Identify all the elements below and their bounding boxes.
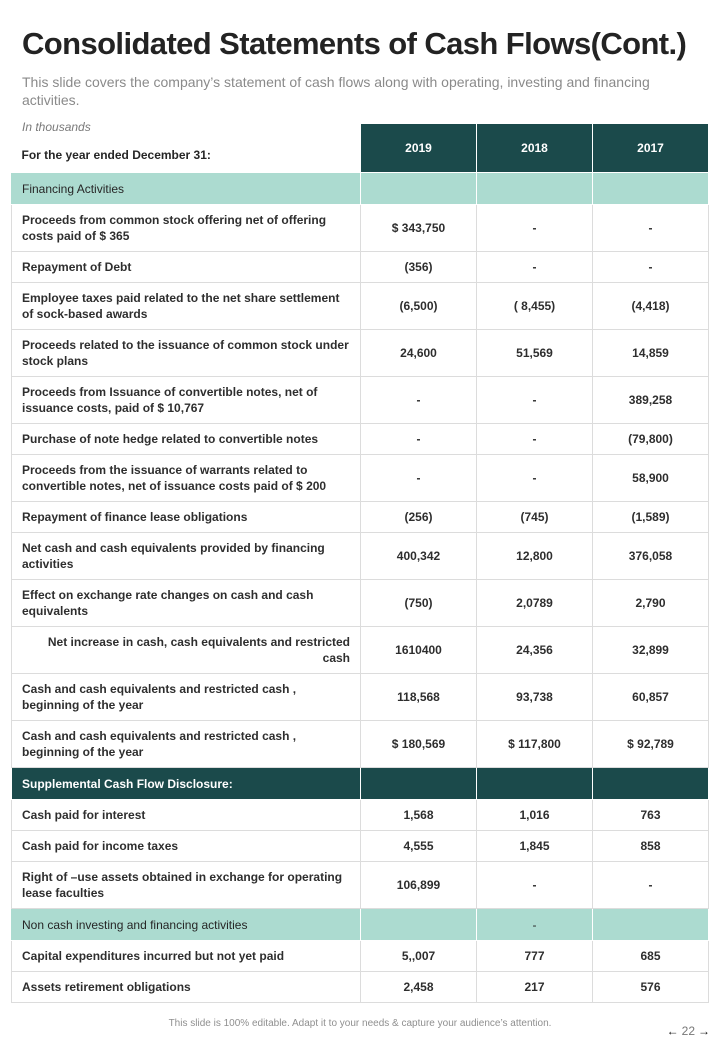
cell-2019: $ 180,569 bbox=[361, 721, 477, 768]
cell-2017: 376,058 bbox=[593, 533, 709, 580]
cell-2017: (79,800) bbox=[593, 424, 709, 455]
section-header-row bbox=[12, 173, 709, 205]
table-row bbox=[12, 330, 709, 377]
cell-2018: 1,016 bbox=[477, 800, 593, 831]
table-row bbox=[12, 831, 709, 862]
table-row bbox=[12, 721, 709, 768]
row-label: Effect on exchange rate changes on cash and cash equivalents bbox=[12, 580, 361, 627]
row-label: Cash and cash equivalents and restricted cash , beginning of the year bbox=[12, 674, 361, 721]
cell-2017 bbox=[593, 768, 709, 800]
cell-2018: ( 8,455) bbox=[477, 283, 593, 330]
table-row bbox=[12, 455, 709, 502]
cell-2018 bbox=[477, 768, 593, 800]
row-label: Purchase of note hedge related to convertible notes bbox=[12, 424, 361, 455]
cell-2017: 763 bbox=[593, 800, 709, 831]
cell-2017: 14,859 bbox=[593, 330, 709, 377]
table-row bbox=[12, 533, 709, 580]
cash-flow-table bbox=[11, 124, 709, 1003]
cell-2017: 2,790 bbox=[593, 580, 709, 627]
table-row bbox=[12, 424, 709, 455]
page-navigation bbox=[667, 1024, 710, 1038]
row-label: Net cash and cash equivalents provided by financing activities bbox=[12, 533, 361, 580]
cell-2019 bbox=[361, 173, 477, 205]
row-label: Supplemental Cash Flow Disclosure: bbox=[12, 768, 361, 800]
row-label: Employee taxes paid related to the net share settlement of sock-based awards bbox=[12, 283, 361, 330]
cell-2018: - bbox=[477, 205, 593, 252]
cell-2018: 93,738 bbox=[477, 674, 593, 721]
page-number: 22 bbox=[681, 1024, 695, 1038]
table-row bbox=[12, 862, 709, 909]
cell-2018 bbox=[477, 173, 593, 205]
table-row bbox=[12, 800, 709, 831]
cell-2019: (356) bbox=[361, 252, 477, 283]
row-label: Proceeds from common stock offering net of offering costs paid of $ 365 bbox=[12, 205, 361, 252]
cell-2019: 118,568 bbox=[361, 674, 477, 721]
cell-2019: 4,555 bbox=[361, 831, 477, 862]
cell-2017: (1,589) bbox=[593, 502, 709, 533]
next-arrow-icon[interactable]: → bbox=[698, 1024, 710, 1038]
cell-2017: 685 bbox=[593, 941, 709, 972]
row-label: Proceeds related to the issuance of common stock under stock plans bbox=[12, 330, 361, 377]
cell-2018: 217 bbox=[477, 972, 593, 1003]
row-label: Right of –use assets obtained in exchange for operating lease faculties bbox=[12, 862, 361, 909]
row-label: Cash paid for income taxes bbox=[12, 831, 361, 862]
cell-2017: - bbox=[593, 862, 709, 909]
section-header-row bbox=[12, 909, 709, 941]
cell-2019: 400,342 bbox=[361, 533, 477, 580]
cell-2018: - bbox=[477, 424, 593, 455]
cell-2018: $ 117,800 bbox=[477, 721, 593, 768]
row-label: Non cash investing and financing activities bbox=[12, 909, 361, 941]
cell-2018: - bbox=[477, 252, 593, 283]
slide-title: Consolidated Statements of Cash Flows(Cont.) bbox=[22, 26, 687, 61]
cell-2018: - bbox=[477, 862, 593, 909]
cell-2019: 106,899 bbox=[361, 862, 477, 909]
cell-2019: - bbox=[361, 377, 477, 424]
section-header-row bbox=[12, 768, 709, 800]
cell-2019: (256) bbox=[361, 502, 477, 533]
cell-2017: 576 bbox=[593, 972, 709, 1003]
slide-subtitle: This slide covers the company’s statement of cash flows along with operating, investing and financing activities. bbox=[22, 74, 650, 108]
row-label: Cash and cash equivalents and restricted cash , beginning of the year bbox=[12, 721, 361, 768]
period-label: For the year ended December 31: bbox=[21, 148, 211, 162]
cell-2018: 777 bbox=[477, 941, 593, 972]
cell-2018: 1,845 bbox=[477, 831, 593, 862]
cell-2018: - bbox=[477, 909, 593, 941]
cell-2017: 389,258 bbox=[593, 377, 709, 424]
row-label: Cash paid for interest bbox=[12, 800, 361, 831]
table-row bbox=[12, 252, 709, 283]
table-row bbox=[12, 283, 709, 330]
cell-2017: - bbox=[593, 205, 709, 252]
cell-2019: 1610400 bbox=[361, 627, 477, 674]
table-header-row bbox=[12, 124, 709, 173]
row-label: Repayment of Debt bbox=[12, 252, 361, 283]
row-label: Capital expenditures incurred but not yet paid bbox=[12, 941, 361, 972]
cell-2018: 24,356 bbox=[477, 627, 593, 674]
cell-2019: - bbox=[361, 424, 477, 455]
cell-2017 bbox=[593, 173, 709, 205]
cell-2017: (4,418) bbox=[593, 283, 709, 330]
cell-2018: 2,0789 bbox=[477, 580, 593, 627]
table-row bbox=[12, 972, 709, 1003]
cell-2019: 5,,007 bbox=[361, 941, 477, 972]
previous-arrow-icon[interactable]: ← bbox=[666, 1024, 679, 1038]
footer-note: This slide is 100% editable. Adapt it to your needs & capture your audience’s attention. bbox=[168, 1018, 552, 1029]
cell-2019: (6,500) bbox=[361, 283, 477, 330]
row-label: Financing Activities bbox=[12, 173, 361, 205]
cell-2018: (745) bbox=[477, 502, 593, 533]
cell-2017: 58,900 bbox=[593, 455, 709, 502]
table-row bbox=[12, 377, 709, 424]
table-row bbox=[12, 580, 709, 627]
row-label: Proceeds from Issuance of convertible notes, net of issuance costs, paid of $ 10,767 bbox=[12, 377, 361, 424]
cell-2017: 32,899 bbox=[593, 627, 709, 674]
cell-2019: 2,458 bbox=[361, 972, 477, 1003]
table-row bbox=[12, 941, 709, 972]
year-header-2018: 2018 bbox=[477, 124, 593, 173]
cell-2017: 858 bbox=[593, 831, 709, 862]
row-label: Repayment of finance lease obligations bbox=[12, 502, 361, 533]
cell-2018: - bbox=[477, 455, 593, 502]
cell-2018: - bbox=[477, 377, 593, 424]
table-row bbox=[12, 674, 709, 721]
cell-2018: 12,800 bbox=[477, 533, 593, 580]
table-row bbox=[12, 502, 709, 533]
cell-2019: - bbox=[361, 455, 477, 502]
cell-2019: 24,600 bbox=[361, 330, 477, 377]
row-label: Proceeds from the issuance of warrants related to convertible notes, net of issuance costs paid of $ 200 bbox=[12, 455, 361, 502]
cell-2017: 60,857 bbox=[593, 674, 709, 721]
cell-2017: - bbox=[593, 252, 709, 283]
year-header-2019: 2019 bbox=[361, 124, 477, 173]
cell-2017 bbox=[593, 909, 709, 941]
cell-2019 bbox=[361, 909, 477, 941]
year-header-2017: 2017 bbox=[593, 124, 709, 173]
cell-2019 bbox=[361, 768, 477, 800]
row-label: Assets retirement obligations bbox=[12, 972, 361, 1003]
cell-2019: 1,568 bbox=[361, 800, 477, 831]
row-label: Net increase in cash, cash equivalents and restricted cash bbox=[12, 627, 361, 674]
cell-2019: (750) bbox=[361, 580, 477, 627]
units-note: In thousands bbox=[22, 120, 91, 134]
cell-2019: $ 343,750 bbox=[361, 205, 477, 252]
table-row bbox=[12, 205, 709, 252]
cell-2018: 51,569 bbox=[477, 330, 593, 377]
table-row bbox=[12, 627, 709, 674]
cell-2017: $ 92,789 bbox=[593, 721, 709, 768]
